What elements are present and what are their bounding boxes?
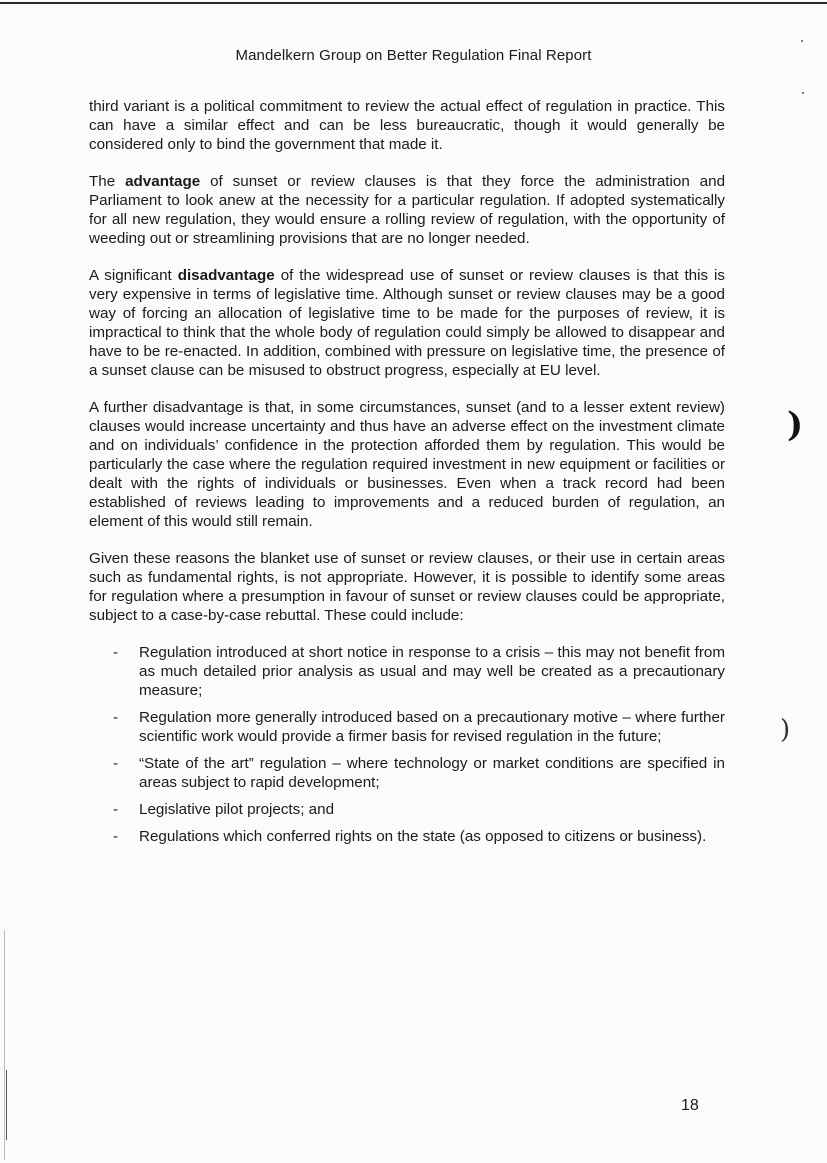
paragraph xyxy=(89,97,725,154)
paragraph xyxy=(89,398,725,531)
paragraph-text: third variant is a political commitment to review the actual effect of regulation in practice. This can have a similar effect and can be less bureaucratic, though it would generally be considered only to bind the government that made it. xyxy=(89,98,725,153)
list-item xyxy=(89,643,725,700)
paragraph-text: A further disadvantage is that, in some circumstances, sunset (and to a lesser extent review) clauses would increase uncertainty and thus have an adverse effect on the investment climate and on individuals’ confidence in the protection afforded them by regulation. This would be particularly the case where the regulation required investment in new equipment or facilities or dealt with the rights of individuals or businesses. Even when a track record had been established of reviews leading to improvements and a reduced burden of regulation, an element of this would still remain. xyxy=(89,399,725,530)
top-rule xyxy=(0,2,827,4)
scan-edge-line xyxy=(4,930,5,1160)
bullet-dash: - xyxy=(113,709,119,726)
bullet-dash: - xyxy=(113,755,119,772)
bullet-list xyxy=(89,643,725,846)
list-item xyxy=(89,827,725,846)
list-item-text: Regulation more generally introduced based on a precautionary motive – where further scientific work would provide a firmer basis for revised regulation in the future; xyxy=(139,709,725,745)
list-item-text: Legislative pilot projects; and xyxy=(139,801,335,818)
paragraph-text: of sunset or review clauses is that they force the administration and Parliament to look anew at the necessity for a particular regulation. If adopted systematically for all new regulation, they would ensure a rolling review of regulation, with the opportunity of weeding out or streamlining provisions that are no longer needed. xyxy=(89,173,726,247)
paragraph xyxy=(89,172,725,248)
list-item-text: “State of the art” regulation – where technology or market conditions are specified in areas subject to rapid development; xyxy=(139,755,725,791)
list-item-text: Regulation introduced at short notice in response to a crisis – this may not benefit from as much detailed prior analysis as usual and may well be created as a precautionary measure; xyxy=(139,644,725,699)
emphasis-disadvantage: disadvantage xyxy=(177,267,275,284)
page-header: Mandelkern Group on Better Regulation Final Report xyxy=(235,47,592,64)
document-body xyxy=(89,97,725,854)
bullet-dash: - xyxy=(113,828,119,845)
binder-hole-mark: ) xyxy=(787,405,804,445)
list-item xyxy=(89,800,725,819)
scan-speck xyxy=(802,92,804,94)
paragraph-text: of the widespread use of sunset or review clauses is that this is very expensive in terms of legislative time. Although sunset or review clauses may be a good way of forcing an allocation of legislative time to be made for the purposes of review, it is impractical to think that the whole body of regulation could simply be allowed to disappear and have to be re-enacted. In addition, combined with pressure on legislative time, the presence of a sunset clause can be misused to obstruct progress, especially at EU level. xyxy=(89,267,725,379)
bullet-dash: - xyxy=(113,644,119,661)
list-item xyxy=(89,708,725,746)
paragraph-text: A significant xyxy=(89,267,178,284)
binder-hole-mark: ) xyxy=(780,715,791,745)
paragraph-text: Given these reasons the blanket use of sunset or review clauses, or their use in certain areas such as fundamental rights, is not appropriate. However, it is possible to identify some areas for regulation where a presumption in favour of sunset or review clauses could be appropriate, subject to a case-by-case rebuttal. These could include: xyxy=(89,550,725,624)
paragraph xyxy=(89,549,725,625)
bullet-dash: - xyxy=(113,801,119,818)
emphasis-advantage: advantage xyxy=(125,173,201,190)
list-item xyxy=(89,754,725,792)
page-number: 18 xyxy=(681,1097,699,1114)
paragraph xyxy=(89,266,725,380)
paragraph-text: The xyxy=(89,173,126,190)
scan-speck xyxy=(801,40,803,42)
scan-edge-line-dark xyxy=(6,1070,7,1140)
list-item-text: Regulations which conferred rights on the state (as opposed to citizens or business). xyxy=(139,828,707,845)
